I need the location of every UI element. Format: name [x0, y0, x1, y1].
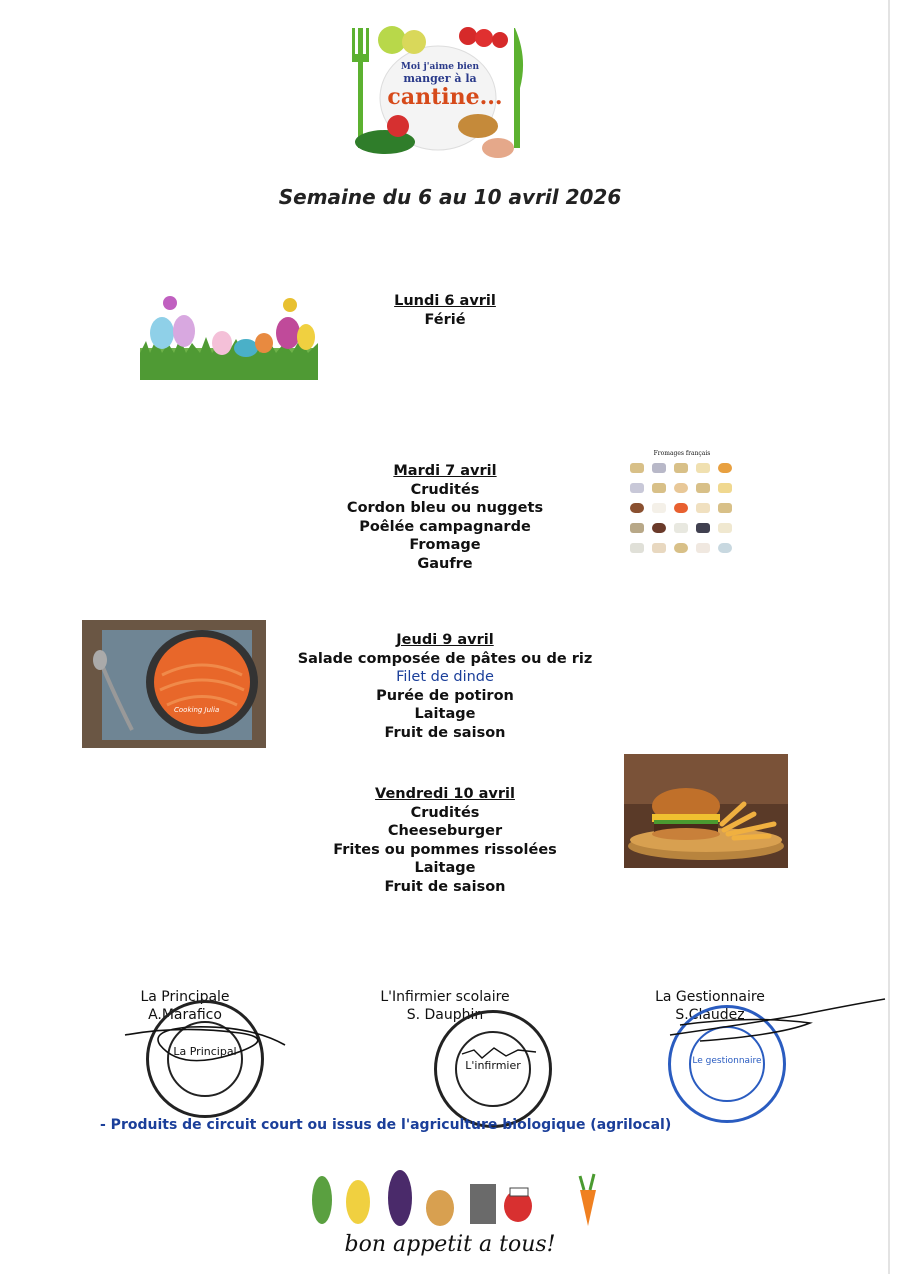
signature-name: A.Marafico [148, 1007, 222, 1023]
menu-item: Fruit de saison [384, 724, 506, 741]
logo-text-1: Moi j'aime bien [400, 62, 480, 72]
signature-scribble-manager [660, 995, 890, 1055]
menu-item: Frites ou pommes rissolées [333, 841, 557, 858]
menu-item: Crudités [410, 481, 480, 498]
signature-role: La Gestionnaire [655, 989, 765, 1005]
week-title: Semaine du 6 au 10 avril 2026 [278, 185, 622, 209]
day-friday [250, 785, 640, 896]
menu-item: Crudités [410, 804, 480, 821]
menu-item: Férié [424, 311, 466, 328]
menu-item: Gaufre [417, 555, 473, 572]
local-products-note: - Produits de circuit court ou issus de l'agriculture biologique (agrilocal) [100, 1117, 672, 1133]
menu-item: Fromage [409, 537, 481, 553]
logo-text-3: cantine... [387, 84, 503, 110]
day-heading: Jeudi 9 avril [396, 632, 494, 648]
menu-item: Cordon bleu ou nuggets [346, 500, 544, 516]
menu-item: Laitage [414, 706, 476, 722]
day-heading: Vendredi 10 avril [375, 786, 515, 802]
pumpkin-puree-photo [82, 620, 266, 748]
day-heading: Mardi 7 avril [393, 463, 497, 479]
photo-caption: Cooking Julia [174, 706, 220, 714]
menu-item: Salade composée de pâtes ou de riz [297, 650, 593, 667]
cheeseburger-photo [624, 754, 788, 868]
cantine-logo [350, 18, 530, 163]
stamp-role: L'infirmier [465, 1059, 521, 1072]
day-heading: Lundi 6 avril [394, 293, 496, 309]
stamp-role: Le gestionnaire [692, 1056, 762, 1066]
signature-role: L'Infirmier scolaire [380, 989, 510, 1005]
signature-name: S. Dauphin [406, 1007, 484, 1023]
menu-item: Purée de potiron [376, 687, 514, 704]
veggie-characters-image [300, 1160, 615, 1232]
menu-item: Fruit de saison [384, 878, 506, 895]
menu-item: Laitage [414, 860, 476, 876]
menu-item: Poêlée campagnarde [359, 518, 531, 535]
signature-scribble-nurse [460, 1040, 540, 1070]
day-thursday [250, 631, 640, 742]
cheese-chart-image [628, 450, 736, 568]
logo-text-2: manger à la [403, 72, 477, 85]
signature-role: La Principale [140, 989, 230, 1005]
cheese-chart-title: Fromages français [653, 450, 711, 457]
day-tuesday [250, 462, 640, 573]
menu-item: Filet de dinde [396, 669, 494, 685]
day-monday [250, 292, 640, 329]
menu-item: Cheeseburger [387, 823, 503, 839]
signature-scribble-principal [120, 1015, 290, 1085]
bon-appetit-footer: bon appetit a tous! [344, 1232, 556, 1257]
signature-name: S.Claudez [675, 1007, 745, 1023]
stamp-role: La Principal [173, 1045, 237, 1058]
